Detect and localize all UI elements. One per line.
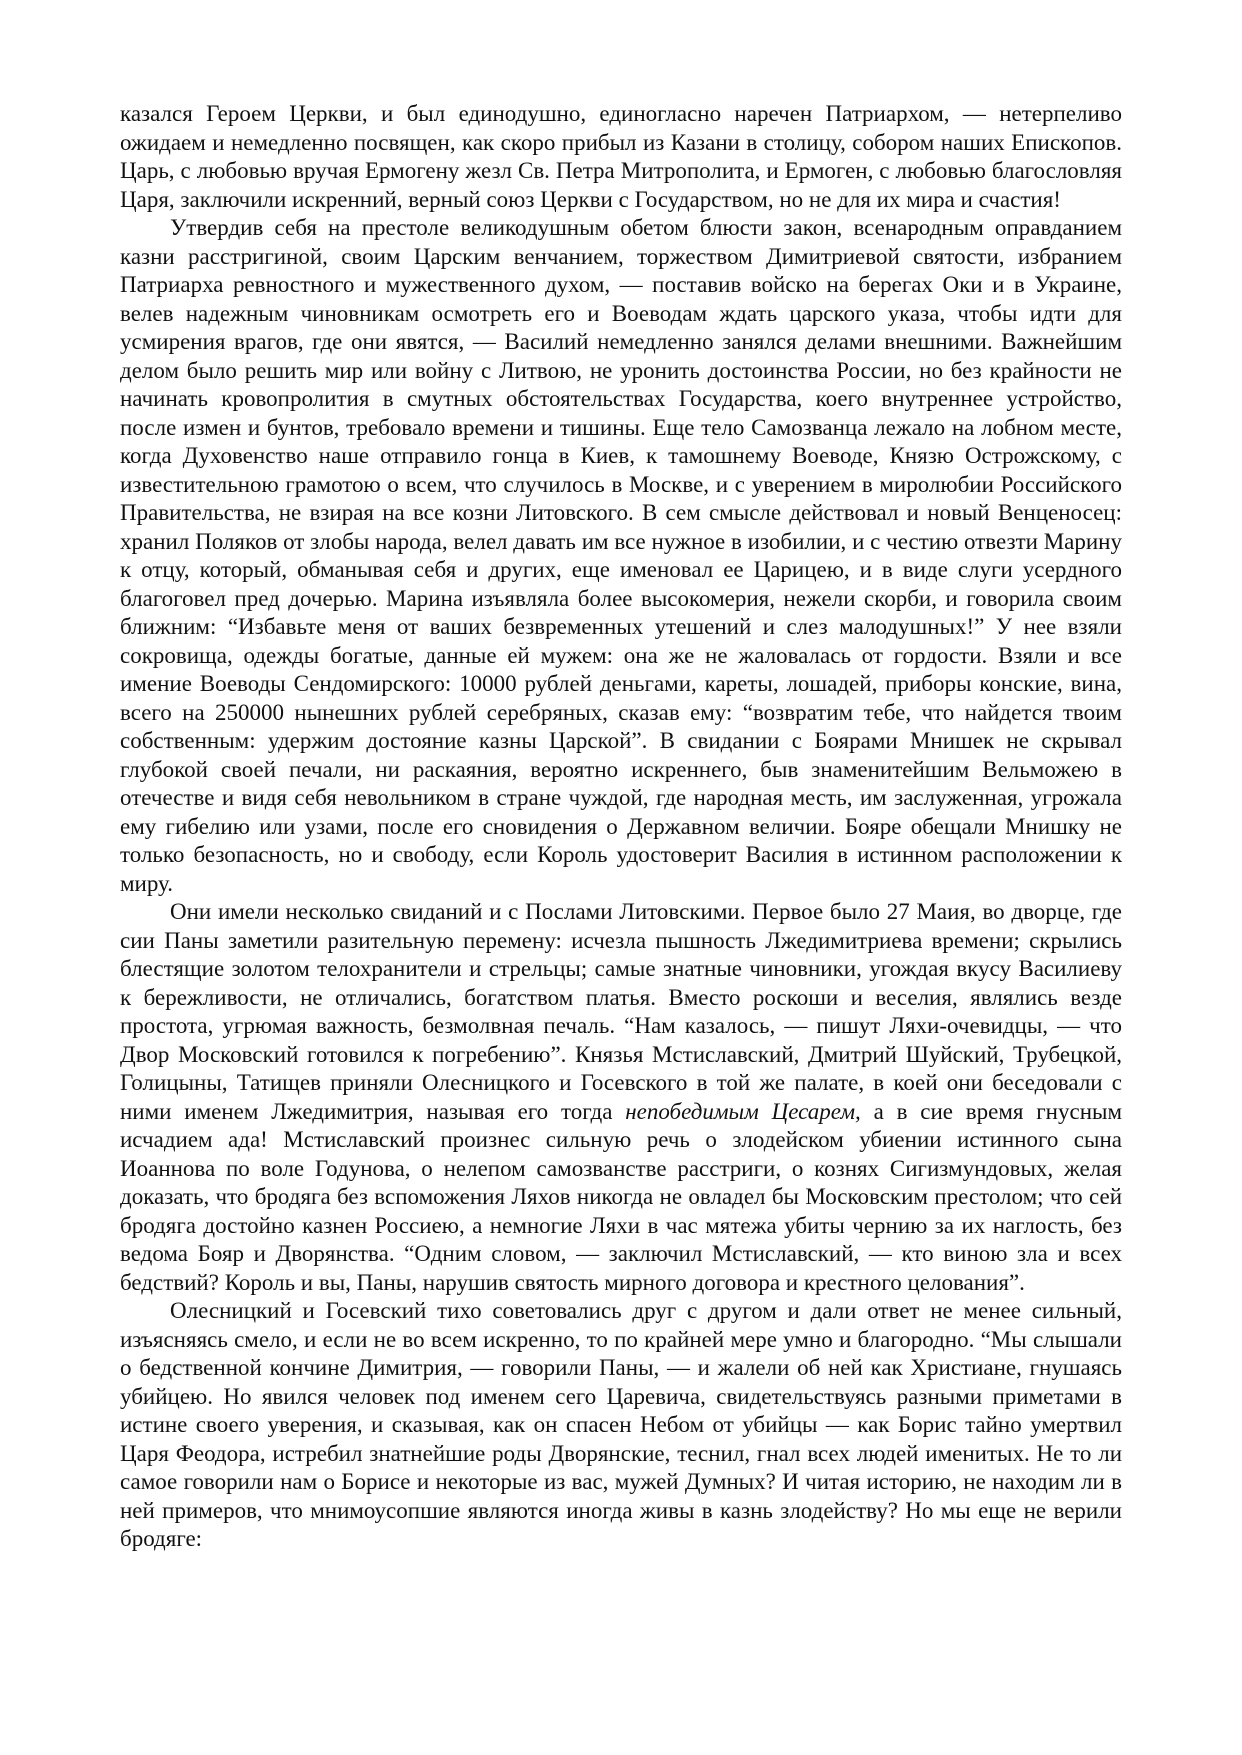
body-text	[120, 100, 1122, 1554]
paragraph-4: Олесницкий и Госевский тихо советовались друг с другом и дали ответ не менее сильный, изъясняясь смело, и если не во всем искренно, то по крайней мере умно и благородно. “Мы слышали о бедственной кончине Димитрия, — говорили Паны, — и жалели об ней как Христиане, гнушаясь убийцею. Но явился человек под именем сего Царевича, свидетельствуясь разными приметами в истине своего уверения, и сказывая, как он спасен Небом от убийцы — как Борис тайно умертвил Царя Феодора, истребил знатнейшие роды Дворянские, теснил, гнал всех людей именитых. Не то ли самое говорили нам о Борисе и некоторые из вас, мужей Думных? И читая историю, не находим ли в ней примеров, что мнимоусопшие являются иногда живы в казнь злодейству? Но мы еще не верили бродяге:	[120, 1298, 1122, 1551]
paragraph-2: Утвердив себя на престоле великодушным обетом блюсти закон, всенародным оправданием казни расстригиной, своим Царским венчанием, торжеством Димитриевой святости, избранием Патриарха ревностного и мужественного духом, — поставив войско на берегах Оки и в Украине, велев надежным чиновникам осмотреть его и Воеводам ждать царского указа, чтобы идти для усмирения врагов, где они явятся, — Василий немедленно занялся делами внешними. Важнейшим делом было решить мир или войну с Литвою, не уронить достоинства России, но без крайности не начинать кровопролития в смутных обстоятельствах Государства, коего внутреннее устройство, после измен и бунтов, требовало времени и тишины. Еще тело Самозванца лежало на лобном месте, когда Духовенство наше отправило гонца в Киев, к тамошнему Воеводе, Князю Острожскому, с известительною грамотою о всем, что случилось в Москве, и с уверением в миролюбии Российского Правительства, не взирая на все козни Литовского. В сем смысле действовал и новый Венценосец: хранил Поляков от злобы народа, велел давать им все нужное в изобилии, и с честию отвезти Марину к отцу, который, обманывая себя и других, еще именовал ее Царицею, и в виде слуги усердного благоговел пред дочерью. Марина изъявляла более высокомерия, нежели скорби, и говорила своим ближним: “Избавьте меня от ваших безвременных утешений и слез малодушных!” У нее взяли сокровища, одежды богатые, данные ей мужем: она же не жаловалась от гордости. Взяли и все имение Воеводы Сендомирского: 10000 рублей деньгами, кареты, лошадей, приборы конские, вина, всего на 250000 нынешних рублей серебряных, сказав ему: “возвратим тебе, что найдется твоим собственным: удержим достояние казны Царской”. В свидании с Боярами Мнишек не скрывал глубокой своей печали, ни раскаяния, вероятно искреннего, быв знаменитейшим Вельможею в отечестве и видя себя невольником в стране чуждой, где народная месть, им заслуженная, угрожала ему гибелию или узами, после его сновидения о Державном величии. Бояре обещали Мнишку не только безопасность, но и свободу, если Король удостоверит Василия в истинном расположении к миру.	[120, 215, 1122, 896]
paragraph-3	[120, 898, 1122, 1297]
paragraph-3-text-before-italic: Они имели несколько свиданий и с Послами Литовскими. Первое было 27 Маия, во дворце, где сии Паны заметили разительную перемену: исчезла пышность Лжедимитриева времени; скрылись блестящие золотом телохранители и стрельцы; самые знатные чиновники, угождая вкусу Василиеву к бережливости, не отличались, богатством платья. Вместо роскоши и веселия, являлись везде простота, угрюмая важность, безмолвная печаль. “Нам казалось, — пишут Ляхи-очевидцы, — что Двор Московский готовился к погребению”. Князья Мстиславский, Дмитрий Шуйский, Трубецкой, Голицыны, Татищев приняли Олесницкого и Госевского в той же палате, в коей они беседовали с ними именем Лжедимитрия, называя его тогда	[120, 899, 1122, 1124]
paragraph-1: казался Героем Церкви, и был единодушно, единогласно наречен Патриархом, — нетерпеливо ожидаем и немедленно посвящен, как скоро прибыл из Казани в столицу, собором наших Епископов. Царь, с любовью вручая Ермогену жезл Св. Петра Митрополита, и Ермоген, с любовью благословляя Царя, заключили искренний, верный союз Церкви с Государством, но не для их мира и счастия!	[120, 101, 1122, 212]
paragraph-3-text-after-italic: а в сие время гнусным исчадием ада! Мстиславский произнес сильную речь о злодейском убиении истинного сына Иоаннова по воле Годунова, о нелепом самозванстве расстриги, о кознях Сигизмундовых, желая доказать, что бродяга без вспоможения Ляхов никогда не овладел бы Московским престолом; что сей бродяга достойно казнен Россиею, а немногие Ляхи в час мятежа убиты чернию за их наглость, без ведома Бояр и Дворянства. “Одним словом, — заключил Мстиславский, — кто виною зла и всех бедствий? Король и вы, Паны, нарушив святость мирного договора и крестного целования”.	[120, 1098, 1123, 1295]
italic-phrase: непобедимым Цесарем,	[625, 1098, 861, 1124]
